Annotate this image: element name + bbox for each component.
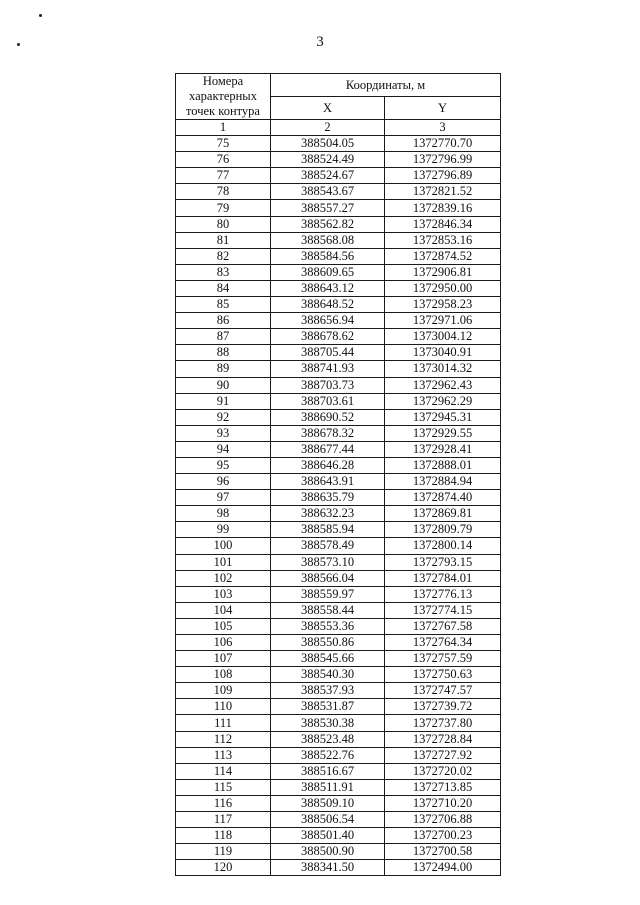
point-number-cell: 80 — [176, 216, 271, 232]
table-row — [176, 570, 501, 586]
point-number-cell: 75 — [176, 136, 271, 152]
x-coordinate-cell: 388522.76 — [271, 747, 385, 763]
point-number-cell: 78 — [176, 184, 271, 200]
point-number-cell: 93 — [176, 425, 271, 441]
x-coordinate-cell: 388524.67 — [271, 168, 385, 184]
table-row — [176, 280, 501, 296]
y-coordinate-cell: 1372884.94 — [385, 474, 501, 490]
x-coordinate-cell: 388585.94 — [271, 522, 385, 538]
x-coordinate-cell: 388578.49 — [271, 538, 385, 554]
table-row — [176, 264, 501, 280]
x-coordinate-cell: 388523.48 — [271, 731, 385, 747]
table-row — [176, 200, 501, 216]
coordinates-table — [175, 73, 501, 876]
point-number-cell: 101 — [176, 554, 271, 570]
x-coordinate-cell: 388690.52 — [271, 409, 385, 425]
y-coordinate-cell: 1372774.15 — [385, 602, 501, 618]
table-row — [176, 667, 501, 683]
point-number-cell: 91 — [176, 393, 271, 409]
table-row — [176, 441, 501, 457]
y-coordinate-cell: 1372764.34 — [385, 635, 501, 651]
point-number-cell: 107 — [176, 651, 271, 667]
y-coordinate-cell: 1372929.55 — [385, 425, 501, 441]
table-row — [176, 699, 501, 715]
x-coordinate-cell: 388678.32 — [271, 425, 385, 441]
x-coordinate-cell: 388557.27 — [271, 200, 385, 216]
table-row — [176, 586, 501, 602]
column-number: 1 — [176, 120, 271, 136]
table-row — [176, 136, 501, 152]
table-row — [176, 313, 501, 329]
y-coordinate-cell: 1372821.52 — [385, 184, 501, 200]
y-coordinate-cell: 1372971.06 — [385, 313, 501, 329]
table-row — [176, 683, 501, 699]
y-coordinate-cell: 1372737.80 — [385, 715, 501, 731]
y-coordinate-cell: 1372846.34 — [385, 216, 501, 232]
table-row — [176, 779, 501, 795]
x-coordinate-cell: 388543.67 — [271, 184, 385, 200]
y-coordinate-cell: 1372874.52 — [385, 248, 501, 264]
y-coordinate-cell: 1372700.58 — [385, 844, 501, 860]
point-number-cell: 112 — [176, 731, 271, 747]
y-coordinate-cell: 1372757.59 — [385, 651, 501, 667]
table-row — [176, 506, 501, 522]
x-coordinate-cell: 388646.28 — [271, 457, 385, 473]
point-number-cell: 100 — [176, 538, 271, 554]
points-header-line: точек контура — [186, 104, 260, 118]
table-row — [176, 393, 501, 409]
y-coordinate-cell: 1372728.84 — [385, 731, 501, 747]
table-row — [176, 184, 501, 200]
table-body — [176, 136, 501, 876]
table-row — [176, 522, 501, 538]
x-coordinate-cell: 388559.97 — [271, 586, 385, 602]
x-coordinate-cell: 388501.40 — [271, 828, 385, 844]
table-row — [176, 152, 501, 168]
x-coordinate-cell: 388553.36 — [271, 618, 385, 634]
point-number-cell: 96 — [176, 474, 271, 490]
y-coordinate-cell: 1372800.14 — [385, 538, 501, 554]
x-coordinate-cell: 388545.66 — [271, 651, 385, 667]
x-coordinate-cell: 388531.87 — [271, 699, 385, 715]
y-coordinate-cell: 1372727.92 — [385, 747, 501, 763]
points-column-header — [176, 74, 271, 120]
y-coordinate-cell: 1372888.01 — [385, 457, 501, 473]
point-number-cell: 90 — [176, 377, 271, 393]
x-coordinate-cell: 388558.44 — [271, 602, 385, 618]
x-coordinate-cell: 388566.04 — [271, 570, 385, 586]
x-coordinate-cell: 388568.08 — [271, 232, 385, 248]
y-coordinate-cell: 1372720.02 — [385, 763, 501, 779]
table-row — [176, 747, 501, 763]
table-row — [176, 168, 501, 184]
y-coordinate-cell: 1372700.23 — [385, 828, 501, 844]
x-coordinate-cell: 388511.91 — [271, 779, 385, 795]
x-coordinate-cell: 388516.67 — [271, 763, 385, 779]
x-coordinate-cell: 388703.73 — [271, 377, 385, 393]
point-number-cell: 104 — [176, 602, 271, 618]
x-coordinate-cell: 388609.65 — [271, 264, 385, 280]
table-row — [176, 602, 501, 618]
y-coordinate-cell: 1372767.58 — [385, 618, 501, 634]
y-coordinate-cell: 1372739.72 — [385, 699, 501, 715]
y-coordinate-cell: 1372950.00 — [385, 280, 501, 296]
y-coordinate-cell: 1372869.81 — [385, 506, 501, 522]
y-coordinate-cell: 1372750.63 — [385, 667, 501, 683]
point-number-cell: 87 — [176, 329, 271, 345]
y-coordinate-cell: 1372928.41 — [385, 441, 501, 457]
point-number-cell: 95 — [176, 457, 271, 473]
x-coordinate-cell: 388540.30 — [271, 667, 385, 683]
point-number-cell: 108 — [176, 667, 271, 683]
point-number-cell: 83 — [176, 264, 271, 280]
table-row — [176, 409, 501, 425]
table-row — [176, 538, 501, 554]
x-coordinate-cell: 388506.54 — [271, 812, 385, 828]
point-number-cell: 120 — [176, 860, 271, 876]
y-coordinate-cell: 1372839.16 — [385, 200, 501, 216]
point-number-cell: 115 — [176, 779, 271, 795]
y-coordinate-cell: 1372962.29 — [385, 393, 501, 409]
x-coordinate-cell: 388500.90 — [271, 844, 385, 860]
y-coordinate-cell: 1372706.88 — [385, 812, 501, 828]
y-coordinate-cell: 1372770.70 — [385, 136, 501, 152]
point-number-cell: 106 — [176, 635, 271, 651]
point-number-cell: 92 — [176, 409, 271, 425]
x-coordinate-cell: 388678.62 — [271, 329, 385, 345]
table-row — [176, 490, 501, 506]
y-coordinate-cell: 1372962.43 — [385, 377, 501, 393]
x-coordinate-cell: 388677.44 — [271, 441, 385, 457]
table-row — [176, 844, 501, 860]
page-number: 3 — [316, 34, 324, 50]
y-coordinate-cell: 1372784.01 — [385, 570, 501, 586]
point-number-cell: 117 — [176, 812, 271, 828]
point-number-cell: 85 — [176, 297, 271, 313]
x-coordinate-cell: 388741.93 — [271, 361, 385, 377]
y-column-header: Y — [385, 97, 501, 120]
y-coordinate-cell: 1372747.57 — [385, 683, 501, 699]
y-coordinate-cell: 1372494.00 — [385, 860, 501, 876]
table-row — [176, 763, 501, 779]
points-header-line: характерных — [189, 89, 257, 103]
y-coordinate-cell: 1372796.89 — [385, 168, 501, 184]
y-coordinate-cell: 1372853.16 — [385, 232, 501, 248]
table-row — [176, 216, 501, 232]
point-number-cell: 76 — [176, 152, 271, 168]
point-number-cell: 118 — [176, 828, 271, 844]
column-number: 2 — [271, 120, 385, 136]
point-number-cell: 99 — [176, 522, 271, 538]
table-row — [176, 554, 501, 570]
x-coordinate-cell: 388341.50 — [271, 860, 385, 876]
y-coordinate-cell: 1372796.99 — [385, 152, 501, 168]
y-coordinate-cell: 1372713.85 — [385, 779, 501, 795]
table-row — [176, 618, 501, 634]
points-header-line: Номера — [202, 74, 244, 88]
x-column-header: X — [271, 97, 385, 120]
point-number-cell: 88 — [176, 345, 271, 361]
point-number-cell: 102 — [176, 570, 271, 586]
scan-speck — [39, 14, 42, 17]
table-row — [176, 297, 501, 313]
x-coordinate-cell: 388537.93 — [271, 683, 385, 699]
point-number-cell: 114 — [176, 763, 271, 779]
y-coordinate-cell: 1372945.31 — [385, 409, 501, 425]
y-coordinate-cell: 1372958.23 — [385, 297, 501, 313]
point-number-cell: 105 — [176, 618, 271, 634]
x-coordinate-cell: 388648.52 — [271, 297, 385, 313]
table-row — [176, 651, 501, 667]
table-row — [176, 715, 501, 731]
point-number-cell: 109 — [176, 683, 271, 699]
x-coordinate-cell: 388705.44 — [271, 345, 385, 361]
point-number-cell: 81 — [176, 232, 271, 248]
coordinates-header: Координаты, м — [271, 74, 501, 97]
column-number: 3 — [385, 120, 501, 136]
table-row — [176, 474, 501, 490]
table-row — [176, 345, 501, 361]
y-coordinate-cell: 1372710.20 — [385, 795, 501, 811]
table-row — [176, 795, 501, 811]
y-coordinate-cell: 1372809.79 — [385, 522, 501, 538]
y-coordinate-cell: 1373014.32 — [385, 361, 501, 377]
x-coordinate-cell: 388656.94 — [271, 313, 385, 329]
table-row — [176, 860, 501, 876]
table-row — [176, 232, 501, 248]
table-row — [176, 248, 501, 264]
table-row — [176, 731, 501, 747]
y-coordinate-cell: 1372776.13 — [385, 586, 501, 602]
point-number-cell: 103 — [176, 586, 271, 602]
point-number-cell: 82 — [176, 248, 271, 264]
x-coordinate-cell: 388504.05 — [271, 136, 385, 152]
x-coordinate-cell: 388573.10 — [271, 554, 385, 570]
x-coordinate-cell: 388550.86 — [271, 635, 385, 651]
x-coordinate-cell: 388643.91 — [271, 474, 385, 490]
point-number-cell: 77 — [176, 168, 271, 184]
x-coordinate-cell: 388562.82 — [271, 216, 385, 232]
table-header — [176, 74, 501, 136]
point-number-cell: 84 — [176, 280, 271, 296]
x-coordinate-cell: 388632.23 — [271, 506, 385, 522]
table-row — [176, 329, 501, 345]
x-coordinate-cell: 388530.38 — [271, 715, 385, 731]
x-coordinate-cell: 388703.61 — [271, 393, 385, 409]
point-number-cell: 113 — [176, 747, 271, 763]
y-coordinate-cell: 1372793.15 — [385, 554, 501, 570]
x-coordinate-cell: 388635.79 — [271, 490, 385, 506]
table-row — [176, 635, 501, 651]
point-number-cell: 97 — [176, 490, 271, 506]
point-number-cell: 111 — [176, 715, 271, 731]
x-coordinate-cell: 388509.10 — [271, 795, 385, 811]
table-row — [176, 377, 501, 393]
x-coordinate-cell: 388584.56 — [271, 248, 385, 264]
y-coordinate-cell: 1373040.91 — [385, 345, 501, 361]
point-number-cell: 94 — [176, 441, 271, 457]
point-number-cell: 86 — [176, 313, 271, 329]
point-number-cell: 98 — [176, 506, 271, 522]
y-coordinate-cell: 1373004.12 — [385, 329, 501, 345]
point-number-cell: 116 — [176, 795, 271, 811]
x-coordinate-cell: 388643.12 — [271, 280, 385, 296]
table-row — [176, 425, 501, 441]
point-number-cell: 119 — [176, 844, 271, 860]
y-coordinate-cell: 1372874.40 — [385, 490, 501, 506]
y-coordinate-cell: 1372906.81 — [385, 264, 501, 280]
x-coordinate-cell: 388524.49 — [271, 152, 385, 168]
point-number-cell: 110 — [176, 699, 271, 715]
point-number-cell: 89 — [176, 361, 271, 377]
table-row — [176, 457, 501, 473]
table-row — [176, 361, 501, 377]
point-number-cell: 79 — [176, 200, 271, 216]
table-row — [176, 828, 501, 844]
table-row — [176, 812, 501, 828]
